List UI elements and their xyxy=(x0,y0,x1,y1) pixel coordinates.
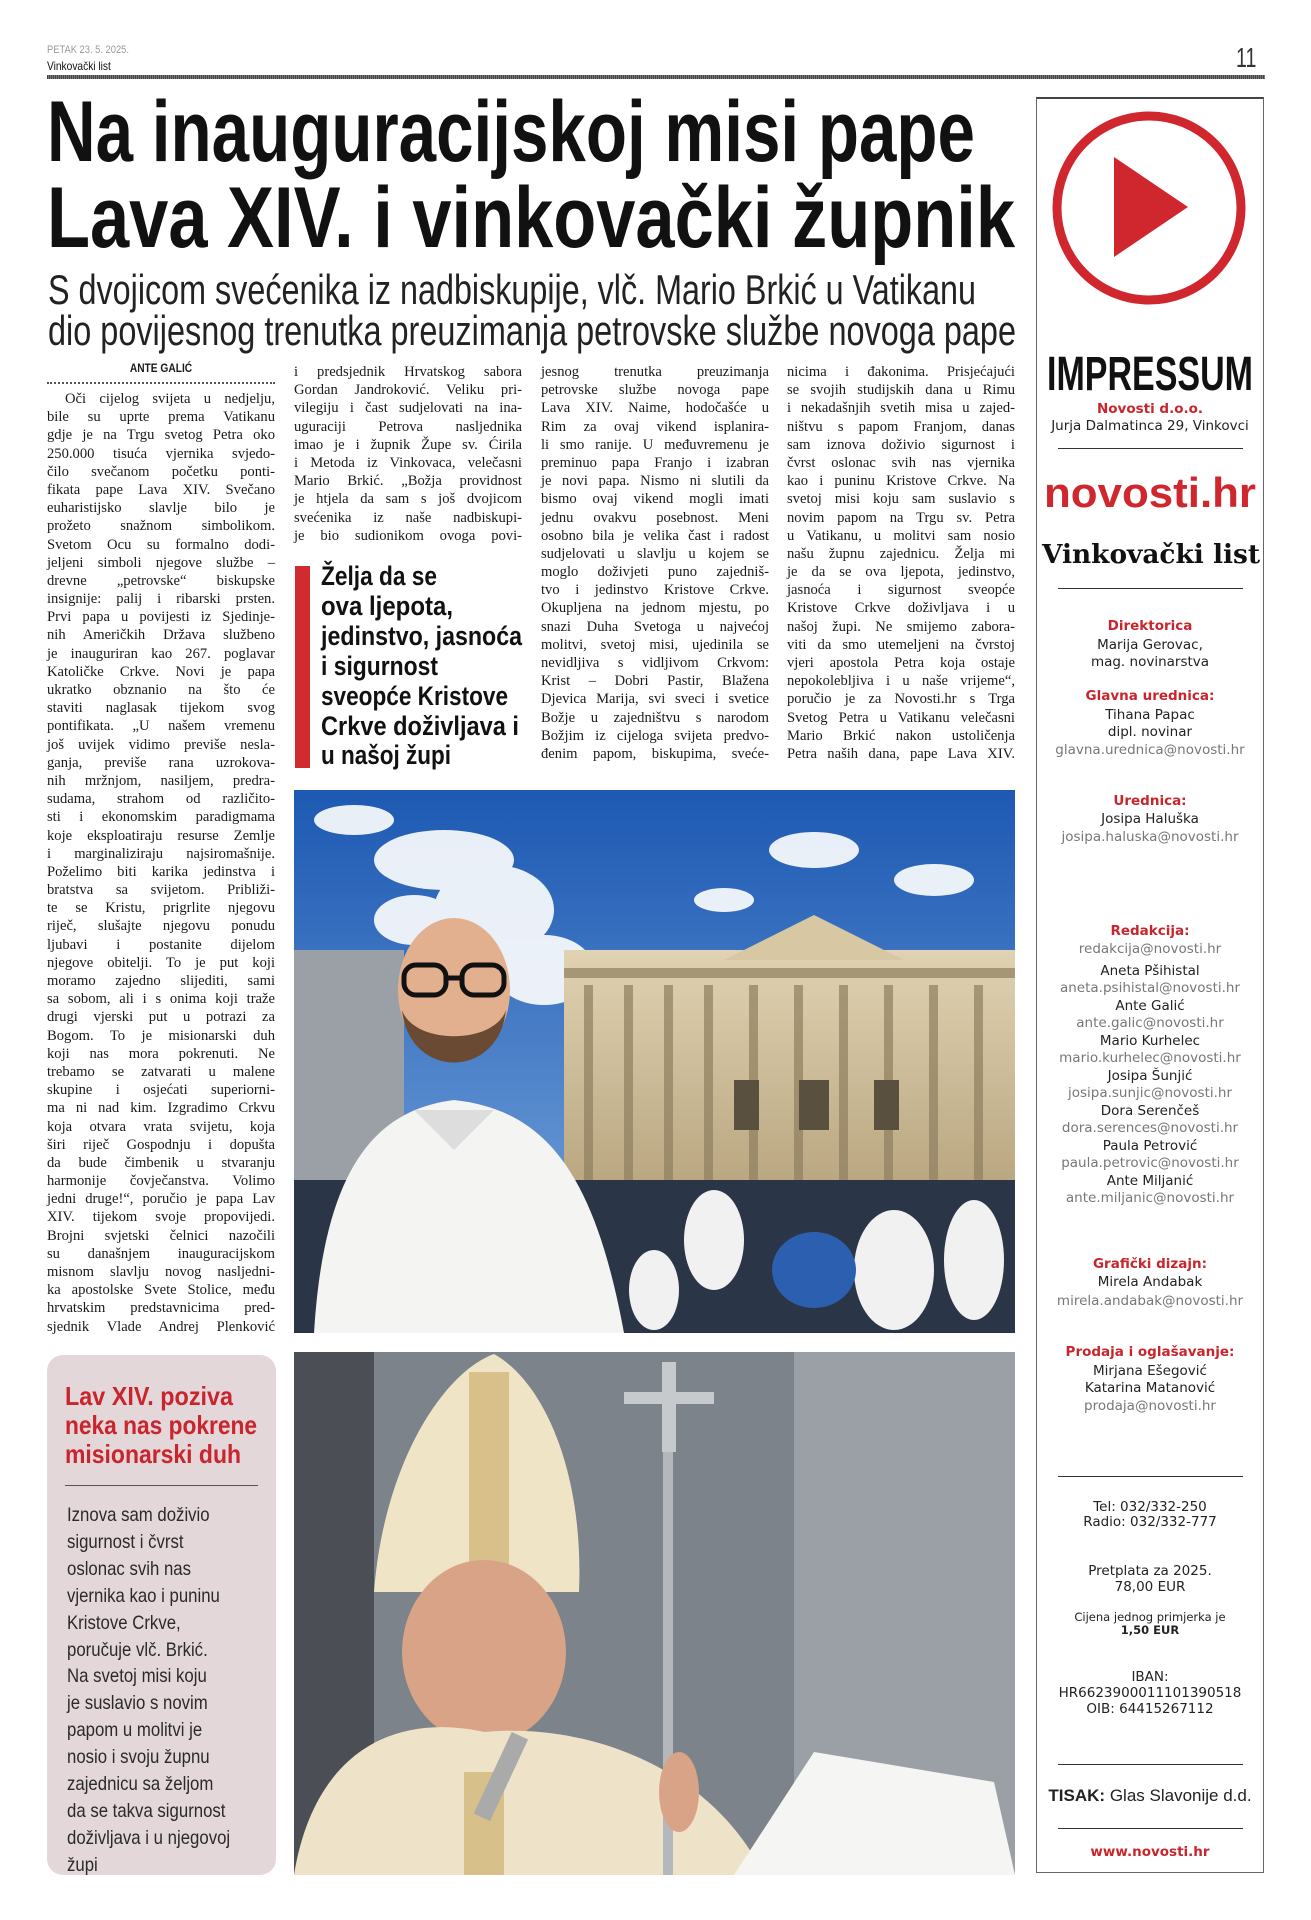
sidebox-body-line: Iznova sam doživio xyxy=(67,1504,210,1526)
text-line: je bio sudionikom ovoga povi- xyxy=(294,527,522,544)
sidebox-body-line: sigurnost i čvrst xyxy=(67,1530,184,1553)
text-line: svetoj misi koju sam suslavio s xyxy=(787,491,1015,508)
text-line: Krist – Dobri Pastir, Blažena xyxy=(541,673,769,690)
text-line: prožeto snažnom simbolikom. xyxy=(47,518,275,535)
pull-quote-line: Želja da se xyxy=(321,561,460,591)
pull-quote-line: ova ljepota, xyxy=(321,591,453,621)
text-line: Petra naših dana, pape Lava XIV. xyxy=(787,745,1015,762)
text-line: čvrst oslonac svih nas vjernika xyxy=(787,454,1015,471)
text-line: u Vatikanu, u molitvi sam nosio xyxy=(787,527,1015,544)
text-line: drevne „petrovske“ biskupske xyxy=(47,572,275,589)
sidebox-body-line: nosio i svoju župnu xyxy=(67,1746,210,1769)
staff-name: Mario Kurhelec xyxy=(1099,1033,1201,1049)
text-line: i marginaliziraju najsiromašnije. xyxy=(47,845,275,862)
staff-email[interactable]: paula.petrovic@novosti.hr xyxy=(1061,1155,1239,1171)
text-line: sti i ekonomskim paradigmama xyxy=(47,809,275,826)
paper-name: Vinkovački list xyxy=(47,59,111,73)
copy-price-label: Cijena jednog primjerka je xyxy=(1074,1610,1226,1624)
text-line: je da se ova ljepota, jedinstvo, xyxy=(787,564,1015,581)
text-line: nih mržnjom, nasiljem, predra- xyxy=(47,772,275,789)
text-line: novim papom na Trgu sv. Petra xyxy=(787,509,1015,526)
text-line: ma ni nad kim. Izgradimo Crkvu xyxy=(47,1100,275,1117)
text-line: Okupljena na jednom mjestu, po xyxy=(541,600,769,617)
text-line: širi riječ Gospodnju i dopušta xyxy=(47,1136,275,1153)
sidebox-body-line: oslonac svih nas xyxy=(67,1557,191,1580)
text-line: Oči cijelog svijeta u nedjelju, xyxy=(65,391,275,407)
article-column-4 xyxy=(787,363,1015,763)
photo-priest-vatican xyxy=(294,790,1015,1333)
sidebox-divider xyxy=(65,1485,258,1486)
text-line: sudjelovati u slavlju u kojem se xyxy=(541,545,769,562)
text-line: i predsjednik Hrvatskog sabora xyxy=(294,364,522,380)
text-line: misnom slavlju novog nasljedni- xyxy=(47,1264,275,1280)
sidebox-body-line: župi xyxy=(67,1853,98,1876)
text-line: đenim papom, biskupima, sveće- xyxy=(541,745,769,762)
printer-name: Glas Slavonije d.d. xyxy=(1109,1786,1252,1805)
text-line: ka apostolske Svete Stolice, među xyxy=(47,1282,275,1299)
text-line: bismo ovaj vikend mogli imati xyxy=(541,491,769,508)
text-line: vilegiju i čast sudjelovati na ina- xyxy=(294,400,522,417)
staff-name: Aneta Pšihistal xyxy=(1100,963,1200,979)
text-line: te se Kristu, prigrlite njegovu xyxy=(47,900,275,917)
pull-quote-line: i sigurnost xyxy=(321,651,438,681)
director-name: Marija Gerovac, xyxy=(1097,637,1203,653)
text-line: Kristove Crkve doživljava i u xyxy=(787,600,1015,617)
text-line: vjeri apostola Petra koja ostaje xyxy=(787,655,1015,671)
headline-line-2: Lava XIV. i vinkovački župnik xyxy=(47,170,1016,266)
text-line: Svetom Ocu su formalno dodi- xyxy=(47,536,275,553)
article-column-3 xyxy=(541,363,769,763)
text-line: našu župnu zajednicu. Želja mi xyxy=(787,545,1015,562)
text-line: preminuo papa Franjo i izabran xyxy=(541,454,769,471)
iban-label: IBAN: xyxy=(1131,1669,1169,1685)
page-number: 11 xyxy=(1236,42,1257,73)
company-address: Jurja Dalmatinca 29, Vinkovci xyxy=(1051,418,1249,434)
sales-name: Katarina Matanović xyxy=(1084,1380,1216,1396)
subscription-price: 78,00 EUR xyxy=(1114,1579,1186,1595)
text-line: imao je i župnik Župe sv. Ćirila xyxy=(294,436,522,453)
chief-editor-email[interactable]: glavna.urednica@novosti.hr xyxy=(1055,742,1245,758)
text-line: petrovske službe novoga pape xyxy=(541,382,769,399)
sidebox-body-line: Kristove Crkve, xyxy=(67,1611,181,1634)
sidebox-title-line: misionarski duh xyxy=(65,1439,241,1469)
text-line: hrvatskim predstavnicima pred- xyxy=(47,1300,275,1317)
text-line: koji nas mora pokrenuti. Ne xyxy=(47,1045,275,1062)
pull-quote-line: u našoj župi xyxy=(321,740,451,770)
iban: HR6623900011101390518 xyxy=(1058,1685,1242,1701)
staff-email[interactable]: josipa.sunjic@novosti.hr xyxy=(1067,1085,1233,1101)
text-line: moglo doživjeti puno zajedniš- xyxy=(541,564,769,581)
play-triangle-icon xyxy=(1114,157,1188,257)
text-line: trebamo se zatvarati u malene xyxy=(47,1063,275,1080)
text-line: Mario Brkić. „Božja providnost xyxy=(294,473,522,490)
sidebox-body-line: poručuje vlč. Brkić. xyxy=(67,1638,208,1661)
sidebox-body-line: da se takva sigurnost xyxy=(67,1799,226,1822)
text-line: skupine i osjećati superiorni- xyxy=(47,1082,275,1099)
staff-email[interactable]: ante.galic@novosti.hr xyxy=(1076,1015,1224,1031)
text-line: su današnjem inauguracijskom xyxy=(47,1245,275,1262)
text-line: kao i puninu Kristove Crkve. Na xyxy=(787,473,1015,490)
text-line: li smo ranije. U međuvremenu je xyxy=(541,436,769,453)
text-line: Rim za ovaj vikend isplanira- xyxy=(541,418,769,435)
text-line: sjednik Vlade Andrej Plenković xyxy=(47,1318,275,1335)
text-line: euharistijsko slavlje bilo je xyxy=(47,500,275,517)
impressum-divider xyxy=(1058,1828,1243,1829)
text-line: jedni druge!“, poručio je papa Lav xyxy=(47,1191,275,1208)
text-line: uguraciji Petrova nasljednika xyxy=(294,418,522,435)
text-line: pontifikata. „U našem vremenu xyxy=(47,718,275,735)
text-line: jednu ovakvu posebnost. Meni xyxy=(541,509,769,526)
text-line: je inauguriran kao 267. poglavar xyxy=(47,645,275,662)
text-line: svećenika iz naše nadbiskupi- xyxy=(294,509,522,526)
staff-email[interactable]: aneta.psihistal@novosti.hr xyxy=(1059,980,1241,996)
text-line: nevidljiva s vidljivom Crkvom: xyxy=(541,655,769,671)
staff-name: Ante Miljanić xyxy=(1106,1173,1194,1189)
text-line: molitvi, svetoj misi, ujedinila se xyxy=(541,636,769,653)
impressum-divider xyxy=(1058,588,1243,589)
editor-email[interactable]: josipa.haluska@novosti.hr xyxy=(1061,829,1239,845)
text-line: harmonije čovječanstva. Volimo xyxy=(47,1173,275,1190)
text-line: ništvu s papom Franjom, danas xyxy=(787,418,1015,435)
sidebox-body xyxy=(67,1502,267,1879)
text-line: ukratko obznanio na što će xyxy=(47,682,275,698)
staff-name: Ante Galić xyxy=(1115,998,1185,1014)
text-line: i nekadašnjih svetih misa u zajed- xyxy=(787,400,1015,417)
text-line: ganja, previše rana uzrokova- xyxy=(47,754,275,771)
sidebox-body-line: doživljava i u njegovoj xyxy=(67,1826,231,1849)
director-label: Direktorica xyxy=(1107,618,1193,634)
text-line: Brojni svjetski čelnici nazočili xyxy=(47,1227,275,1244)
text-line: moramo zajedno slijediti, sami xyxy=(47,973,275,989)
text-line: snazi Duha Svetoga u najvećoj xyxy=(541,618,769,635)
pull-quote-line: sveopće Kristove xyxy=(321,681,508,711)
print-label: TISAK: xyxy=(1048,1786,1106,1805)
text-line: bile su uprte prema Vatikanu xyxy=(47,409,275,426)
sidebox-title-line: Lav XIV. poziva xyxy=(65,1381,234,1411)
sidebox-body-line: Na svetoj misi koju xyxy=(67,1665,207,1688)
designer-name: Mirela Andabak xyxy=(1097,1274,1203,1290)
issue-date: PETAK 23. 5. 2025. xyxy=(47,44,129,56)
sidebox-body-line: papom u molitvi je xyxy=(67,1719,203,1742)
text-line: čilo svečanom početku ponti- xyxy=(47,463,275,480)
text-line: koje eksploatiraju resurse Zemlje xyxy=(47,827,275,844)
text-line: Mario Brkić nakon ustoličenja xyxy=(787,727,1015,744)
pull-quote-line: Crkve doživljava i xyxy=(321,711,519,741)
staff-email[interactable]: ante.miljanic@novosti.hr xyxy=(1065,1190,1235,1206)
text-line: fikata pape Lava XIV. Svečano xyxy=(47,481,275,498)
sidebox-body-line: zajednicu sa željom xyxy=(67,1773,214,1796)
text-line: koja otvara vrata svijetu, koja xyxy=(47,1118,275,1135)
phone: Tel: 032/332-250 xyxy=(1093,1499,1207,1515)
text-line: Katoličke Crkve. Novi je papa xyxy=(47,663,275,680)
text-line: Djevica Marija, svi sveci i svetice xyxy=(541,691,769,708)
vinkovacki-list-logo: Vinkovački list xyxy=(1040,540,1260,570)
headline-line-1: Na inauguracijskoj misi pape xyxy=(47,84,975,180)
text-line: 250.000 tisuća vjernika svjedo- xyxy=(47,445,275,462)
text-line: Svetog Petra u Vatikanu velečasni xyxy=(787,709,1015,726)
radio-phone: Radio: 032/332-777 xyxy=(1083,1514,1217,1530)
text-line: Gordan Jandroković. Veliku pri- xyxy=(294,382,522,399)
staff-name: Paula Petrović xyxy=(1102,1138,1198,1154)
sidebox-body-line: vjernika kao i puninu xyxy=(67,1584,220,1607)
byline: ANTE GALIĆ xyxy=(129,361,193,375)
staff-email[interactable]: mario.kurhelec@novosti.hr xyxy=(1059,1050,1241,1066)
impressum-header xyxy=(1036,97,1264,407)
text-line: se svojih studijskih dana u Rimu xyxy=(787,382,1015,399)
novosti-logo: novosti.hr xyxy=(1044,469,1256,516)
text-line: nih Američkih Država službeno xyxy=(47,627,275,644)
director-title: mag. novinarstva xyxy=(1090,654,1210,670)
staff-email[interactable]: dora.serences@novosti.hr xyxy=(1061,1120,1239,1136)
text-line: tvo i jedinstvo Kristove Crkve. xyxy=(541,582,769,599)
text-line: gdje je na Trgu svetog Petra oko xyxy=(47,427,275,444)
text-line: poručio je za Novosti.hr s Trga xyxy=(787,691,1015,708)
copy-price: 1,50 EUR xyxy=(1120,1623,1180,1637)
logos xyxy=(1036,470,1264,570)
impressum-divider xyxy=(1058,1476,1243,1477)
impressum-divider xyxy=(1058,448,1243,449)
text-line: osobno bila je velika čast i radost xyxy=(541,527,769,544)
impressum-divider xyxy=(1058,1764,1243,1765)
text-line: da bude čimbenik u stvaranju xyxy=(47,1154,275,1171)
photo-pope-crozier xyxy=(294,1352,1015,1875)
impressum-title: IMPRESSUM xyxy=(1047,348,1253,401)
company-name: Novosti d.o.o. xyxy=(1096,401,1204,417)
sidebox-title-line: neka nas pokrene xyxy=(65,1410,257,1440)
text-line: Božjim iz cijeloga svijeta predvo- xyxy=(541,727,769,744)
text-line: sam iznova doživio sigurnost i xyxy=(787,436,1015,453)
chief-editor-name: Tihana Papac xyxy=(1105,707,1195,723)
newsroom-label: Redakcija: xyxy=(1110,923,1190,939)
text-line: Božje u zajedništvu s narodom xyxy=(541,709,769,726)
text-line: Poželimo biti karika jedinstva i xyxy=(47,863,275,880)
text-line: staviti naglasak tijekom svog xyxy=(47,700,275,717)
editor-name: Josipa Haluška xyxy=(1101,811,1199,827)
text-line: Lava XIV. Naime, hodočašće u xyxy=(541,400,769,417)
text-line: je novi papa. Nismo ni slutili da xyxy=(541,473,769,490)
text-line: jesnog trenutka preuzimanja xyxy=(541,364,769,380)
design-label: Grafički dizajn: xyxy=(1092,1256,1208,1272)
text-line: njegove obitelji. To je put koji xyxy=(47,954,275,971)
text-line: nicima i đakonima. Prisjećajući xyxy=(787,364,1015,380)
sales-email[interactable]: prodaja@novosti.hr xyxy=(1084,1398,1216,1414)
text-line: Bogom. To je misionarski duh xyxy=(47,1027,275,1044)
oib: OIB: 64415267112 xyxy=(1086,1701,1214,1717)
newsroom-email[interactable]: redakcija@novosti.hr xyxy=(1078,941,1222,957)
text-line: našoj župi. Ne smijemo zabora- xyxy=(787,618,1015,635)
website-link[interactable]: www.novosti.hr xyxy=(1090,1844,1210,1860)
staff-name: Josipa Šunjić xyxy=(1107,1068,1193,1084)
text-line: nepokolebljiva i u naše vrijeme“, xyxy=(787,673,1015,690)
sales-label: Prodaja i oglašavanje: xyxy=(1065,1344,1235,1360)
text-line: jeljeni simboli njegove službe – xyxy=(47,554,275,571)
designer-email[interactable]: mirela.andabak@novosti.hr xyxy=(1056,1293,1244,1309)
deck-line-2: dio povijesnog trenutka preuzimanja petrovske službe novoga pape xyxy=(48,307,1016,354)
sidebox-title xyxy=(0,0,290,1480)
text-line: još uvijek vidimo previše nesla- xyxy=(47,736,275,753)
text-line: Prvi papa u povijesti iz Sjedinje- xyxy=(47,609,275,626)
chief-editor-title: dipl. novinar xyxy=(1107,724,1193,740)
text-line: XIV. tijekom svoje propovijedi. xyxy=(47,1209,275,1226)
text-line: riječ, slušajte njegovu ponudu xyxy=(47,918,275,935)
editor-label: Urednica: xyxy=(1113,793,1187,809)
text-line: sudama, strahom od različito- xyxy=(47,791,275,808)
deck-line-1: S dvojicom svećenika iz nadbiskupije, vlč. Mario Brkić u Vatikanu xyxy=(48,266,976,313)
text-line: i Metoda iz Vinkovaca, velečasni xyxy=(294,454,522,471)
pull-quote-line: jedinstvo, jasnoća xyxy=(320,621,523,651)
text-line: insignije: palij i ribarski prsten. xyxy=(47,591,275,608)
subscription-label: Pretplata za 2025. xyxy=(1088,1563,1212,1579)
text-line: viti da smo utemeljeni na čvrstoj xyxy=(787,636,1015,653)
printer-line xyxy=(1036,1786,1264,1806)
text-line: ljubavi i postanite dijelom xyxy=(47,936,275,953)
text-line: jasnoća i sigurnost sveopće xyxy=(787,582,1015,599)
chief-editor-label: Glavna urednica: xyxy=(1085,688,1215,704)
text-line: sa sobom, ali i s onima koji traže xyxy=(47,991,275,1008)
text-line: drugi vjerski put u potrazi za xyxy=(47,1009,275,1026)
text-line: bratstva sa svijetom. Približi- xyxy=(47,882,275,899)
staff-name: Dora Serenčeš xyxy=(1100,1103,1200,1119)
text-line: je htjela da sam s još dvojicom xyxy=(294,491,522,508)
sales-name: Mirjana Ešegović xyxy=(1093,1363,1207,1379)
sidebox-body-line: je suslavio s novim xyxy=(67,1692,208,1715)
